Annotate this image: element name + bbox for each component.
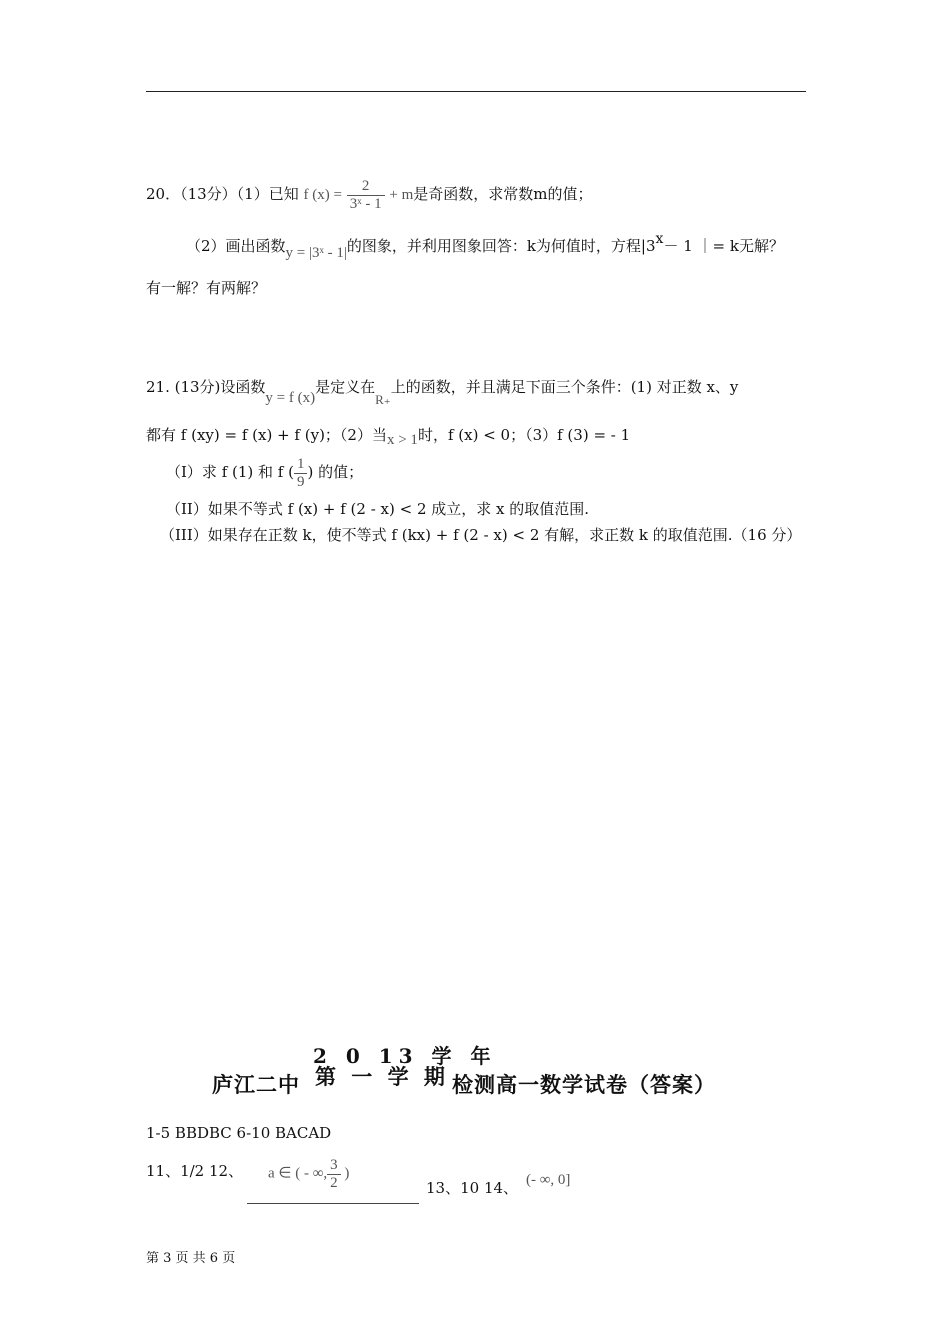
q20-fraction: [347, 178, 385, 212]
q21-part3: （III）如果存在正数 k，使不等式 f (kx) + f (2 - x) < 2 有解，求正数 k 的取值范围.（16 分）: [160, 526, 802, 544]
answer-title-year: 2 0 13 学 年: [313, 1044, 497, 1068]
answer-13-14: 13、10 14、: [426, 1179, 519, 1197]
q21-domain: R₊: [375, 392, 391, 407]
answer-title-term: 第 一 学 期: [315, 1064, 449, 1089]
q21-conditions-tail: 时，f (x) < 0；（3）f (3) = - 1: [417, 426, 631, 444]
q21-line1-text: 是定义在: [315, 378, 376, 396]
q20-exponent: x: [655, 231, 664, 247]
header-rule: [146, 91, 806, 92]
answer-title-school: 庐江二中: [212, 1072, 300, 1097]
answer-row-fill: [146, 1160, 243, 1181]
q21-line1-tail: 上的函数，并且满足下面三个条件：(1) 对正数 x、y: [390, 378, 739, 396]
q20-line2: [186, 231, 784, 262]
answer-14-value: (- ∞, 0]: [526, 1172, 571, 1188]
q20-line3: 有一解？有两解？: [146, 279, 267, 297]
answer-12-fraction: [327, 1157, 341, 1191]
answer-12-rhs: ): [344, 1165, 350, 1182]
q21-function: y = f (x): [265, 390, 316, 406]
answer-12-underline: [247, 1203, 419, 1204]
answer-11-12: 11、1/2 12、: [146, 1162, 244, 1180]
q21-cond-x: x > 1: [386, 432, 418, 448]
answer-row-choice: 1-5 BBDBC 6-10 BACAD: [146, 1124, 332, 1142]
q20-line1: [146, 178, 592, 212]
page-footer: 第 3 页 共 6 页: [146, 1251, 236, 1266]
q20-line2-tail: － 1 ｜= k无解？: [663, 237, 784, 255]
q21-part1-text: （I）求 f (1) 和 f (: [166, 463, 294, 481]
q21-frac-den: 9: [294, 473, 308, 491]
q21-part1-tail: ) 的值；: [307, 463, 364, 481]
q20-part2-label: （2）画出函数: [186, 237, 286, 255]
q21-part1: [166, 456, 363, 490]
q21-conditions: 都有 f (xy) = f (x) + f (y)；（2）当: [146, 426, 387, 444]
q20-number: 20．（13分）（1）已知: [146, 185, 299, 203]
answer-12-formula: [268, 1157, 349, 1191]
q21-part1-fraction: [294, 456, 308, 490]
answer-12-lhs: a ∈ ( - ∞,: [268, 1165, 328, 1182]
q20-formula-tail: + m: [389, 187, 414, 203]
q20-line2-text: 的图象，并利用图象回答：k为何值时，方程|3: [346, 237, 656, 255]
answer-12-num: 3: [330, 1157, 338, 1173]
q20-frac-num: 2: [361, 178, 370, 194]
q20-abs-function: y = |3ˣ - 1|: [285, 245, 347, 261]
answer-title-main: 检测高一数学试卷（答案）: [452, 1072, 716, 1097]
q21-line1: [146, 376, 738, 408]
q21-frac-num: 1: [296, 456, 305, 472]
q20-line1-text: 是奇函数，求常数m的值；: [413, 185, 593, 203]
q20-formula-lhs: f (x) =: [303, 187, 342, 203]
q20-frac-den: 3ˣ - 1: [347, 195, 385, 213]
q21-number: 21. (13分)设函数: [146, 378, 266, 396]
q21-part2: （II）如果不等式 f (x) + f (2 - x) < 2 成立，求 x 的取值范围.: [166, 500, 590, 518]
answer-12-den: 2: [327, 1174, 341, 1192]
q21-line2: [146, 424, 630, 449]
